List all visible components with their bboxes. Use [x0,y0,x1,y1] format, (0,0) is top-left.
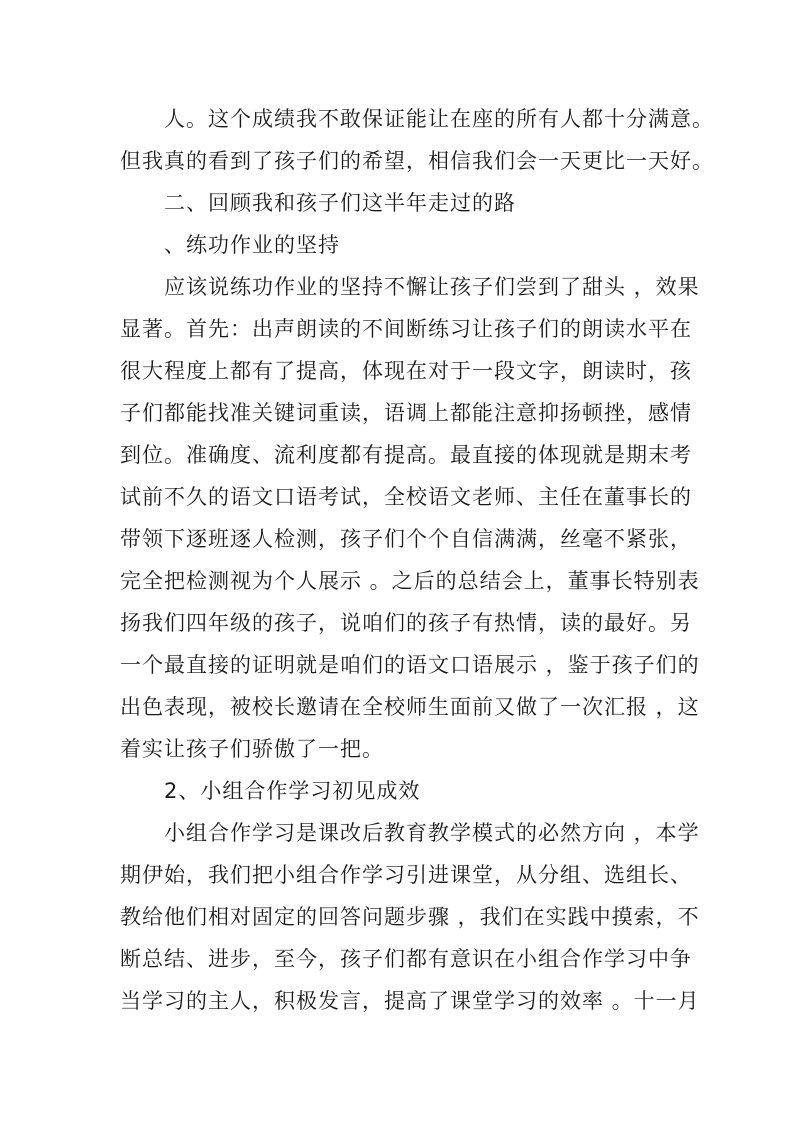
text-line: 试前不久的语文口语考试，全校语文老师、主任在董事长的 [120,485,692,509]
text-line: 但我真的看到了孩子们的希望，相信我们会一天更比一天好。 [120,149,714,173]
text-line: 显著。首先：出声朗读的不间断练习让孩子们的朗读水平在 [120,317,692,341]
text-line: 教给他们相对固定的回答问题步骤 ，我们在实践中摸索，不 [120,905,700,929]
text-line: 扬我们四年级的孩子，说咱们的孩子有热情，读的最好。另 [120,611,692,635]
text-line: 带领下逐班逐人检测，孩子们个个自信满满，丝毫不紧张， [120,527,692,551]
text-line: 着实让孩子们骄傲了一把。 [120,737,384,761]
text-line: 断总结、进步，至今，孩子们都有意识在小组合作学习中争 [120,947,692,971]
subsection-heading: 、练功作业的坚持 [164,233,340,257]
text-line: 当学习的主人，积极发言，提高了课堂学习的效率 。十一月 [120,989,700,1013]
text-line: 期伊始，我们把小组合作学习引进课堂，从分组、选组长、 [120,863,692,887]
text-line: 一个最直接的证明就是咱们的语文口语展示 ，鉴于孩子们的 [120,653,700,677]
section-heading: 二、回顾我和孩子们这半年走过的路 [164,191,516,215]
text-line: 子们都能找准关键词重读，语调上都能注意抑扬顿挫，感情 [120,401,692,425]
text-line: 人。这个成绩我不敢保证能让在座的所有人都十分满意。 [164,107,714,131]
text-line: 应该说练功作业的坚持不懈让孩子们尝到了甜头 ，效果 [164,275,700,299]
text-line: 完全把检测视为个人展示 。之后的总结会上，董事长特别表 [120,569,700,593]
text-line: 到位。准确度、流利度都有提高。最直接的体现就是期末考 [120,443,692,467]
subsection-heading: 2、小组合作学习初见成效 [164,779,421,803]
text-line: 小组合作学习是课改后教育教学模式的必然方向 ，本学 [164,821,700,845]
text-line: 很大程度上都有了提高，体现在对于一段文字，朗读时，孩 [120,359,692,383]
text-line: 出色表现，被校长邀请在全校师生面前又做了一次汇报 ，这 [120,695,700,719]
